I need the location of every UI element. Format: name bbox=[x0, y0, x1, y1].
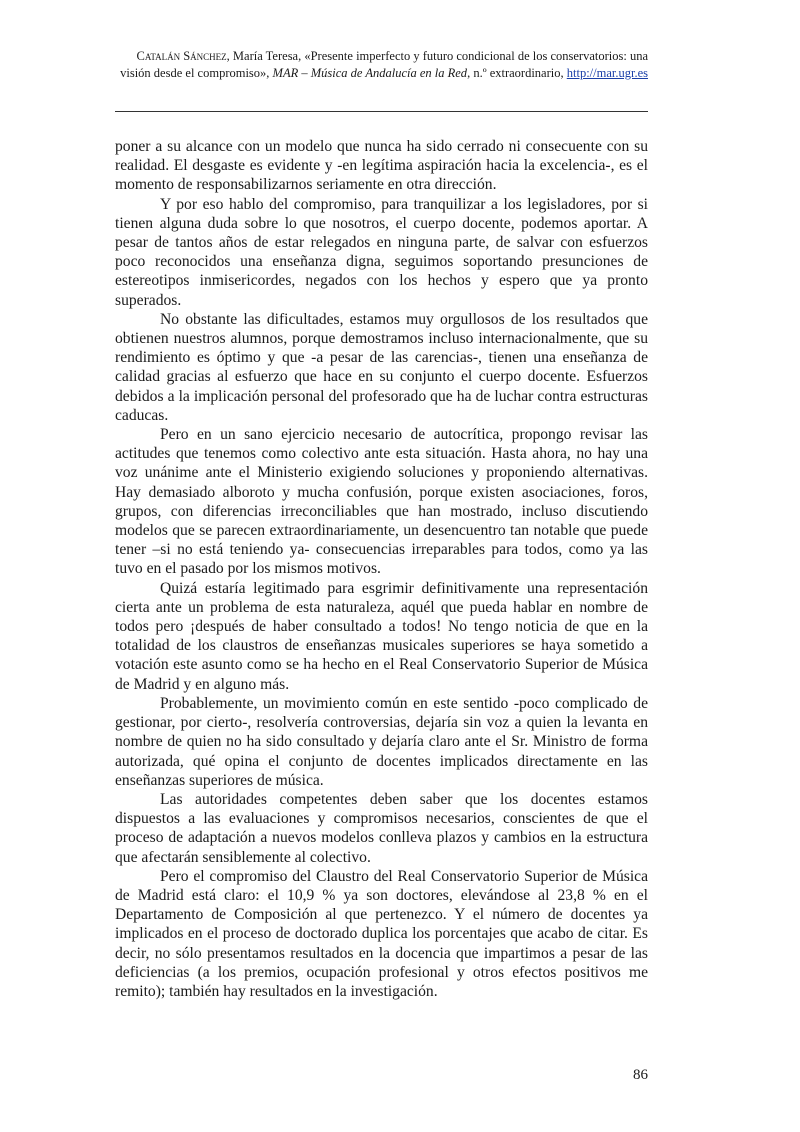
header-issue: , n.º extraordinario, bbox=[467, 66, 564, 80]
main-text bbox=[115, 137, 648, 1001]
header-divider bbox=[115, 111, 648, 112]
paragraph-5: Quizá estaría legitimado para esgrimir definitivamente una representación cierta ante un problema de esta naturaleza, aquél que pueda hablar en nombre de todos pero ¡después de haber consultado a todos! No tengo noticia de que en la totalidad de los claustros de enseñanzas musicales superiores se haya sometido a votación este asunto como se ha hecho en el Real Conservatorio Superior de Música de Madrid y en alguno más. bbox=[115, 579, 648, 693]
paragraph-4: Pero en un sano ejercicio necesario de autocrítica, propongo revisar las actitudes que tenemos como colectivo ante esta situación. Hasta ahora, no hay una voz unánime ante el Ministerio exigiendo soluciones y proponiendo alternativas. Hay demasiado alboroto y mucha confusión, porque existen asociaciones, foros, grupos, con diferencias irreconciliables que han mostrado, incluso discutiendo modelos que se parecen extraordinariamente, un desencuentro tan notable que puede tener –si no está teniendo ya- consecuencias irreparables para todos, como ya las tuvo en el pasado por los mismos motivos. bbox=[115, 426, 648, 578]
header-journal: MAR – Música de Andalucía en la Red bbox=[272, 66, 468, 80]
running-header bbox=[115, 48, 648, 82]
header-url-link[interactable]: http://mar.ugr.es bbox=[566, 66, 648, 80]
paragraph-8: Pero el compromiso del Claustro del Real Conservatorio Superior de Música de Madrid está claro: el 10,9 % ya son doctores, elevándose al 23,8 % en el Departamento de Composición al que pertenezco. Y el número de docentes ya implicados en el proceso de doctorado duplica los porcentajes que acabo de citar. Es decir, no sólo presentamos resultados en la docencia que impartimos a pesar de las deficiencias (a los premios, ocupación profesional y otros efectos positivos me remito); también hay resultados en la investigación. bbox=[115, 867, 648, 1000]
paragraph-2: Y por eso hablo del compromiso, para tranquilizar a los legisladores, por si tienen alguna duda sobre lo que nosotros, el cuerpo docente, podemos aportar. A pesar de tantos años de estar relegados en ninguna parte, de salvar con esfuerzos poco reconocidos una enseñanza digna, seguimos soportando presunciones de estereotipos inmisericordes, negados con los hechos y espero que ya pronto superados. bbox=[115, 195, 648, 309]
page-number: 86 bbox=[633, 1067, 648, 1083]
header-citation: , María Teresa, «Presente imperfecto y futuro condicional de los conservatorios: una visión desde el compromiso», bbox=[120, 49, 648, 80]
paragraph-7: Las autoridades competentes deben saber que los docentes estamos dispuestos a las evaluaciones y compromisos necesarios, conscientes de que el proceso de adaptación a nuevos modelos conlleva plazos y cambios en la estructura que afectarán sensiblemente al colectivo. bbox=[115, 790, 648, 866]
header-author: Catalán Sánchez bbox=[136, 49, 227, 63]
paragraph-1: poner a su alcance con un modelo que nunca ha sido cerrado ni consecuente con su realidad. El desgaste es evidente y -en legítima aspiración hacia la excelencia-, es el momento de responsabilizarnos seriamente en otra dirección. bbox=[115, 138, 648, 194]
paragraph-3: No obstante las dificultades, estamos muy orgullosos de los resultados que obtienen nuestros alumnos, porque demostramos incluso internacionalmente, que su rendimiento es óptimo y que -a pesar de las carencias-, tienen una enseñanza de calidad gracias al esfuerzo que hace en su conjunto el cuerpo docente. Esfuerzos debidos a la implicación personal del profesorado que ha de luchar contra estructuras caducas. bbox=[115, 310, 648, 424]
paragraph-6: Probablemente, un movimiento común en este sentido -poco complicado de gestionar, por cierto-, resolvería controversias, dejaría sin voz a quien la levanta en nombre de quien no ha sido consultado y dejaría claro ante el Sr. Ministro de forma autorizada, qué opina el conjunto de docentes implicados directamente en las enseñanzas superiores de música. bbox=[115, 694, 648, 789]
